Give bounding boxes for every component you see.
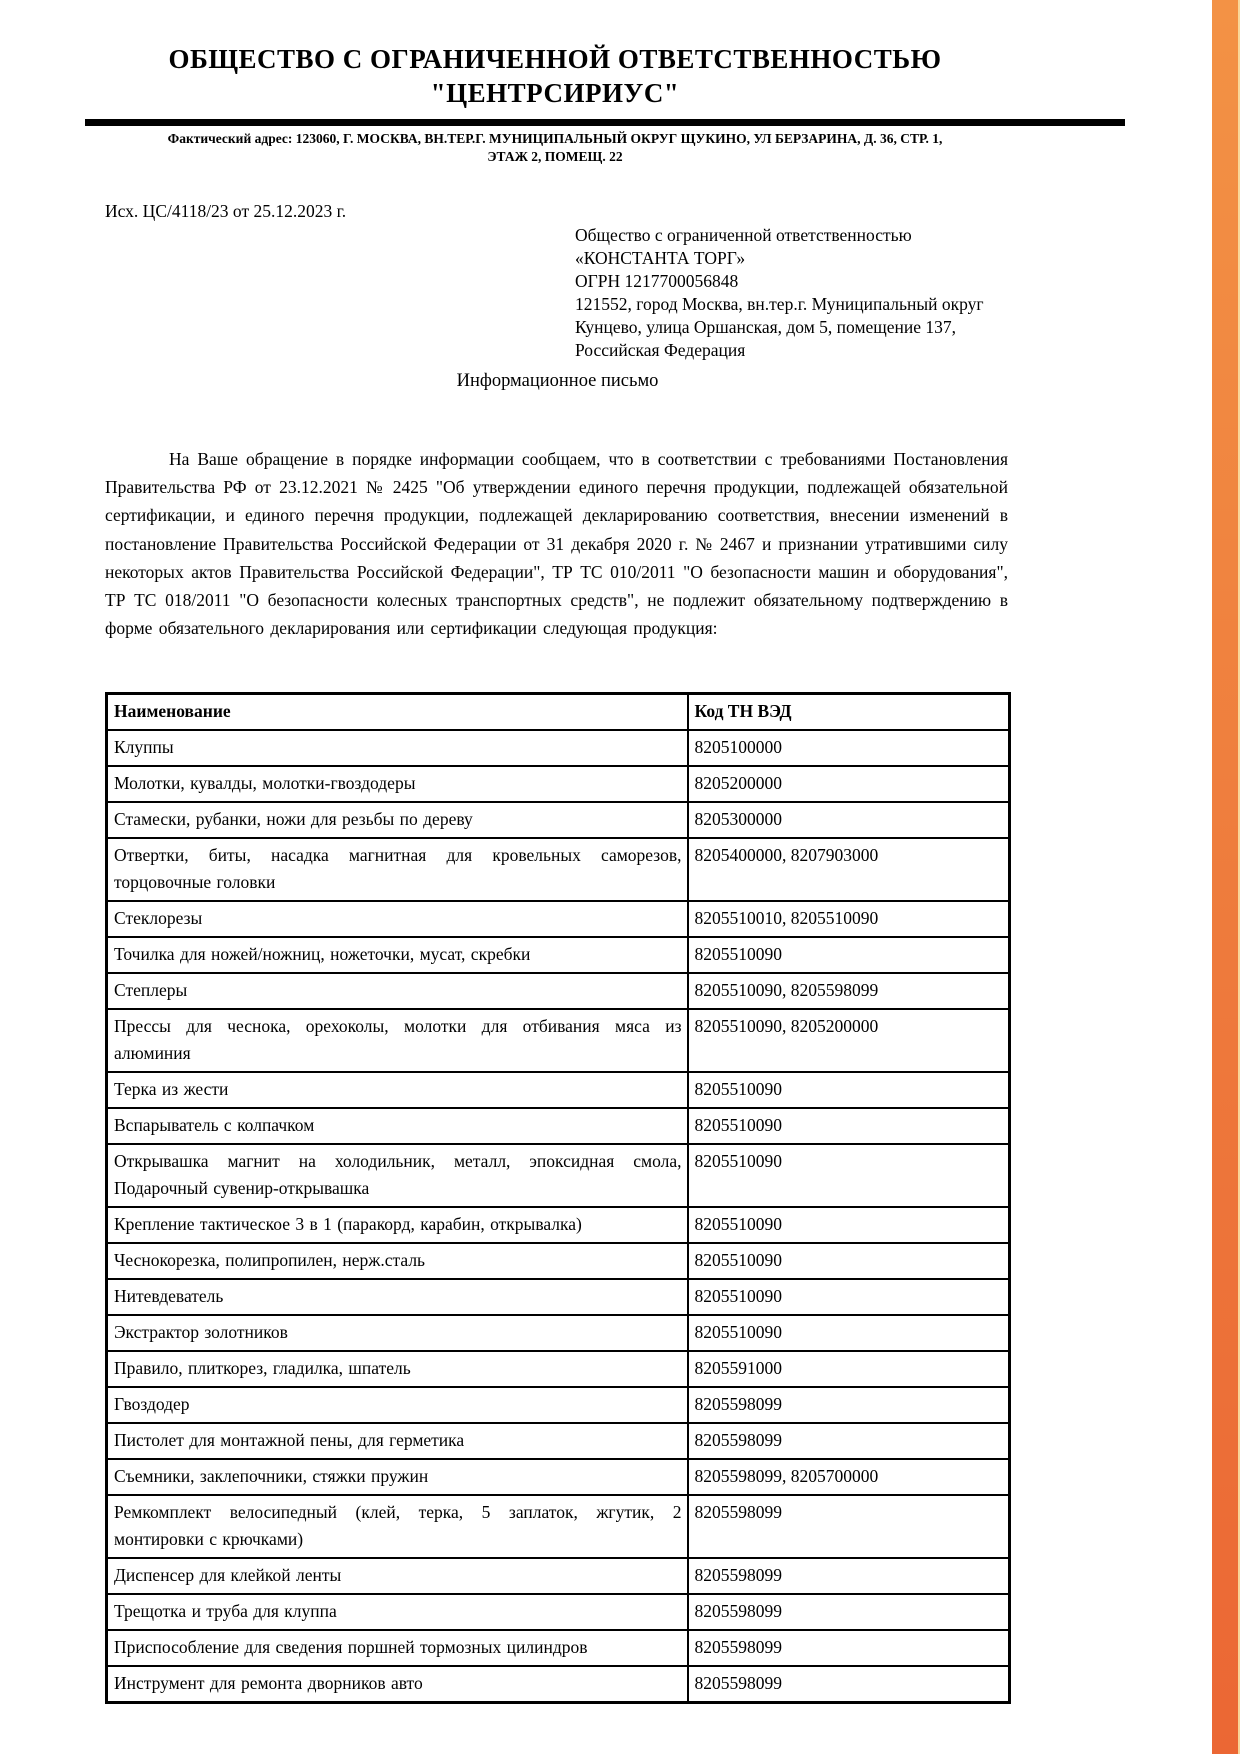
product-name-cell: Прессы для чеснока, орехоколы, молотки для отбивания мяса из алюминия: [107, 1009, 688, 1072]
company-name-line2: "ЦЕНТРСИРИУС": [430, 78, 680, 108]
recipient-line: Российская Федерация: [575, 340, 746, 360]
table-row: [107, 1072, 1010, 1108]
products-table: [105, 692, 1011, 1704]
product-code-cell: 8205400000, 8207903000: [688, 838, 1010, 901]
product-name-cell: Точилка для ножей/ножниц, ножеточки, мусат, скребки: [107, 937, 688, 973]
table-row: [107, 1558, 1010, 1594]
recipient-line: Кунцево, улица Оршанская, дом 5, помещение 137,: [575, 317, 957, 337]
product-code-cell: 8205510090: [688, 1072, 1010, 1108]
table-row: [107, 1108, 1010, 1144]
product-name-cell: Открывашка магнит на холодильник, металл, эпоксидная смола, Подарочный сувенир-открывашка: [107, 1144, 688, 1207]
table-row: [107, 1495, 1010, 1558]
table-row: [107, 1315, 1010, 1351]
table-row: [107, 1243, 1010, 1279]
product-code-cell: 8205510090: [688, 1144, 1010, 1207]
product-code-cell: 8205598099: [688, 1387, 1010, 1423]
product-code-cell: 8205510090: [688, 1207, 1010, 1243]
table-row: [107, 1594, 1010, 1630]
product-code-cell: 8205591000: [688, 1351, 1010, 1387]
table-header-row: [107, 694, 1010, 731]
product-name-cell: Стеклорезы: [107, 901, 688, 937]
table-row: [107, 1009, 1010, 1072]
product-name-cell: Вспарыватель с колпачком: [107, 1108, 688, 1144]
table-row: [107, 1423, 1010, 1459]
recipient-line: Общество с ограниченной ответственностью: [575, 225, 912, 245]
table-row: [107, 901, 1010, 937]
product-code-cell: 8205510090: [688, 1315, 1010, 1351]
table-row: [107, 973, 1010, 1009]
product-code-cell: 8205510090, 8205200000: [688, 1009, 1010, 1072]
recipient-line: ОГРН 1217700056848: [575, 271, 739, 291]
table-row: [107, 802, 1010, 838]
table-row: [107, 838, 1010, 901]
product-name-cell: Молотки, кувалды, молотки-гвоздодеры: [107, 766, 688, 802]
product-name-cell: Правило, плиткорез, гладилка, шпатель: [107, 1351, 688, 1387]
product-name-cell: Нитевдеватель: [107, 1279, 688, 1315]
product-name-cell: Инструмент для ремонта дворников авто: [107, 1666, 688, 1703]
letter-title: Информационное письмо: [456, 371, 659, 391]
product-name-cell: Диспенсер для клейкой ленты: [107, 1558, 688, 1594]
product-code-cell: 8205510090, 8205598099: [688, 973, 1010, 1009]
product-code-cell: 8205510090: [688, 937, 1010, 973]
product-name-cell: Гвоздодер: [107, 1387, 688, 1423]
product-name-cell: Терка из жести: [107, 1072, 688, 1108]
table-row: [107, 1630, 1010, 1666]
table-row: [107, 730, 1010, 766]
product-code-cell: 8205598099: [688, 1495, 1010, 1558]
product-code-cell: 8205598099: [688, 1666, 1010, 1703]
product-name-cell: Чеснокорезка, полипропилен, нерж.сталь: [107, 1243, 688, 1279]
product-code-cell: 8205510090: [688, 1279, 1010, 1315]
outgoing-reference: Исх. ЦС/4118/23 от 25.12.2023 г.: [105, 201, 347, 221]
column-header-name: Наименование: [107, 694, 688, 731]
product-name-cell: Трещотка и труба для клуппа: [107, 1594, 688, 1630]
product-code-cell: 8205598099: [688, 1558, 1010, 1594]
table-row: [107, 1666, 1010, 1703]
letterhead: [85, 42, 1025, 166]
table-row: [107, 937, 1010, 973]
product-code-cell: 8205598099: [688, 1630, 1010, 1666]
product-name-cell: Клуппы: [107, 730, 688, 766]
table-row: [107, 1279, 1010, 1315]
table-body: [107, 730, 1010, 1703]
table-row: [107, 1459, 1010, 1495]
product-name-cell: Крепление тактическое 3 в 1 (паракорд, карабин, открывалка): [107, 1207, 688, 1243]
letterhead-divider: [85, 119, 1125, 126]
product-code-cell: 8205100000: [688, 730, 1010, 766]
recipient-line: «КОНСТАНТА ТОРГ»: [575, 248, 746, 268]
recipient-line: 121552, город Москва, вн.тер.г. Муниципальный округ: [575, 294, 984, 314]
product-code-cell: 8205300000: [688, 802, 1010, 838]
accent-bar: [1212, 0, 1240, 1754]
table-row: [107, 1144, 1010, 1207]
product-name-cell: Экстрактор золотников: [107, 1315, 688, 1351]
product-name-cell: Съемники, заклепочники, стяжки пружин: [107, 1459, 688, 1495]
company-address: [85, 130, 1025, 166]
table-row: [107, 1387, 1010, 1423]
product-name-cell: Пистолет для монтажной пены, для герметика: [107, 1423, 688, 1459]
recipient-block: [575, 224, 1025, 362]
table-row: [107, 1207, 1010, 1243]
product-name-cell: Степлеры: [107, 973, 688, 1009]
product-name-cell: Ремкомплект велосипедный (клей, терка, 5 заплаток, жгутик, 2 монтировки с крючками): [107, 1495, 688, 1558]
product-code-cell: 8205510090: [688, 1108, 1010, 1144]
table-row: [107, 1351, 1010, 1387]
product-code-cell: 8205598099: [688, 1594, 1010, 1630]
product-code-cell: 8205598099, 8205700000: [688, 1459, 1010, 1495]
product-code-cell: 8205510090: [688, 1243, 1010, 1279]
product-name-cell: Отвертки, биты, насадка магнитная для кровельных саморезов, торцовочные головки: [107, 838, 688, 901]
product-name-cell: Стамески, рубанки, ножи для резьбы по дереву: [107, 802, 688, 838]
product-code-cell: 8205510010, 8205510090: [688, 901, 1010, 937]
company-address-line2: ЭТАЖ 2, ПОМЕЩ. 22: [487, 149, 623, 164]
product-name-cell: Приспособление для сведения поршней тормозных цилиндров: [107, 1630, 688, 1666]
product-code-cell: 8205598099: [688, 1423, 1010, 1459]
company-address-line1: Фактический адрес: 123060, Г. МОСКВА, ВН.ТЕР.Г. МУНИЦИПАЛЬНЫЙ ОКРУГ ЩУКИНО, УЛ БЕРЗАРИНА, Д. 36, СТР. 1,: [167, 131, 943, 146]
company-name-line1: ОБЩЕСТВО С ОГРАНИЧЕННОЙ ОТВЕТСТВЕННОСТЬЮ: [168, 44, 942, 74]
company-name: [85, 42, 1025, 110]
column-header-code: Код ТН ВЭД: [688, 694, 1010, 731]
letter-body: На Ваше обращение в порядке информации сообщаем, что в соответствии с требованиями Постановления Правительства РФ от 23.12.2021 № 2425 "Об утверждении единого перечня продукции, подлежащей обязательной сертификации, и единого перечня продукции, подлежащей декларированию соответствия, внесении изменений в постановление Правительства Российской Федерации от 31 декабря 2020 г. № 2467 и признании утратившими силу некоторых актов Правительства Российской Федерации", ТР ТС 010/2011 "О безопасности машин и оборудования", ТР ТС 018/2011 "О безопасности колесных транспортных средств", не подлежит обязательному подтверждению в форме обязательного декларирования или сертификации следующая продукция:: [105, 449, 1008, 639]
table-row: [107, 766, 1010, 802]
product-code-cell: 8205200000: [688, 766, 1010, 802]
